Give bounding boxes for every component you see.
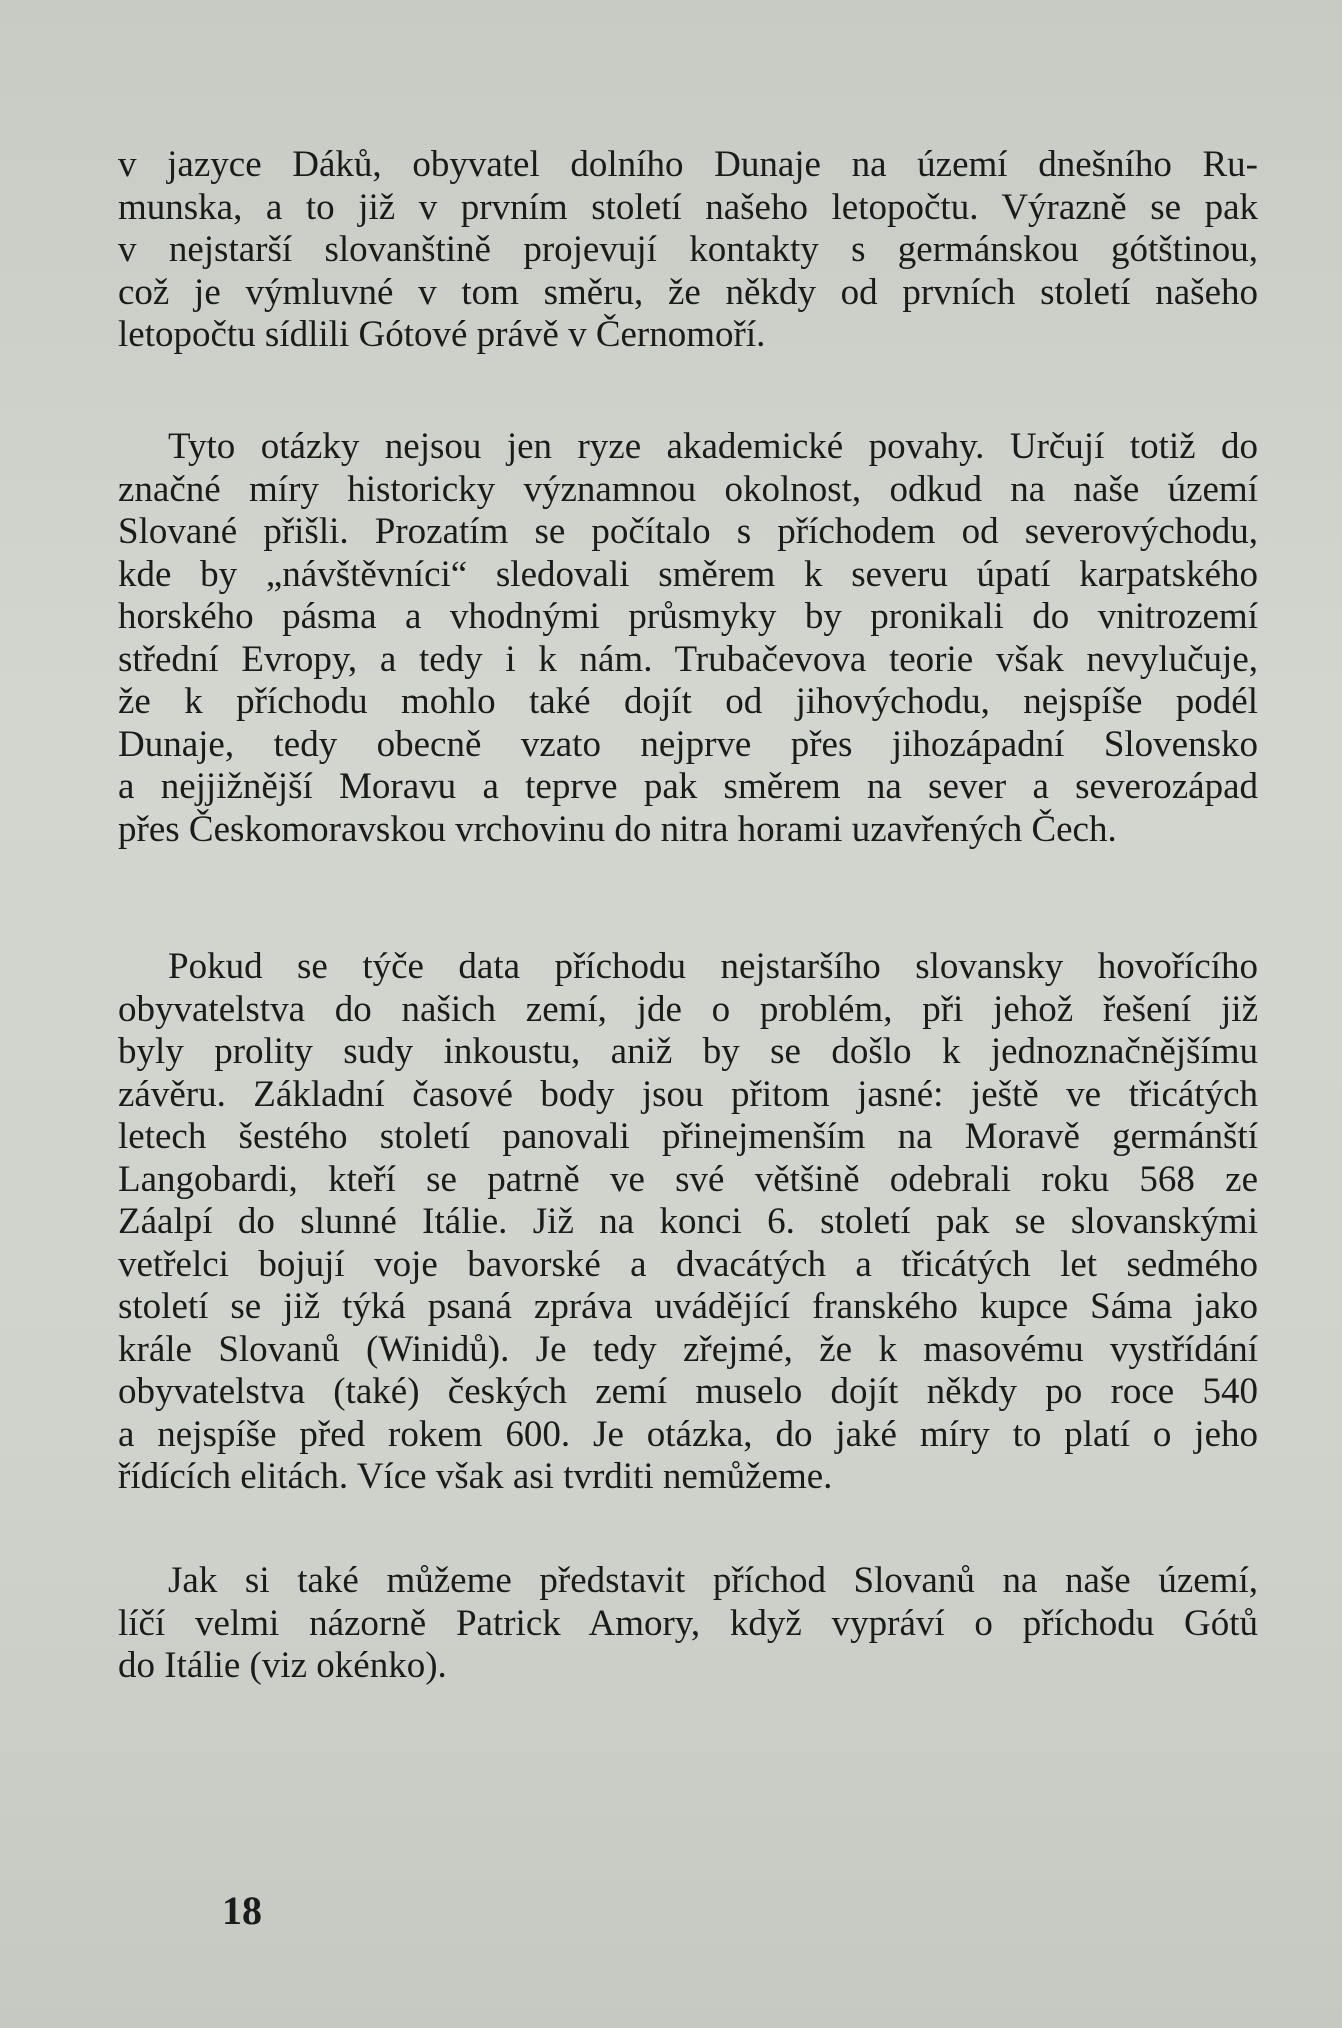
text-line: a nejjižnější Moravu a teprve pak směrem na sever a severozápad [118,766,1258,807]
text-line: střední Evropy, a tedy i k nám. Trubačevova teorie však nevylučuje, [118,638,1258,680]
text-line: byly prolity sudy inkoustu, aniž by se došlo k jednoznačnějšímu [118,1031,1258,1072]
text-line: a nejspíše před rokem 600. Je otázka, do jaké míry to platí o jeho [118,1413,1258,1455]
text-line: letopočtu sídlili Gótové právě v Černomoří. [118,314,766,355]
text-line: Slované přišli. Prozatím se počítalo s příchodem od severovýchodu, [118,511,1258,552]
text-line: Pokud se týče data příchodu nejstaršího slovansky hovořícího [168,946,1258,987]
text-line: přes Českomoravskou vrchovinu do nitra horami uzavřených Čech. [118,808,1117,850]
text-line: což je výmluvné v tom směru, že někdy od prvních století našeho [118,271,1258,313]
paragraph-4 [118,1560,1258,1688]
text-line: řídících elitách. Více však asi tvrditi nemůžeme. [118,1456,833,1497]
text-line: do Itálie (viz okénko). [118,1645,447,1686]
text-line: Jak si také můžeme představit příchod Slovanů na naše území, [168,1560,1258,1601]
text-line: kde by „návštěvníci“ sledovali směrem k severu úpatí karpatského [118,553,1258,595]
text-line: v jazyce Dáků, obyvatel dolního Dunaje na území dnešního Ru- [118,144,1258,185]
text-line: horského pásma a vhodnými průsmyky by pronikali do vnitrozemí [118,596,1258,637]
text-line: závěru. Základní časové body jsou přitom jasné: ještě ve třicátých [118,1073,1258,1115]
text-line: vetřelci bojují voje bavorské a dvacátých a třicátých let sedmého [118,1243,1258,1285]
text-line: krále Slovanů (Winidů). Je tedy zřejmé, že k masovému vystřídání [118,1328,1258,1370]
paragraph-3 [118,946,1258,1499]
text-line: obyvatelstva (také) českých zemí muselo dojít někdy po roce 540 [118,1371,1258,1412]
text-line: obyvatelstva do našich zemí, jde o problém, při jehož řešení již [118,988,1258,1030]
text-line: Tyto otázky nejsou jen ryze akademické povahy. Určují totiž do [168,426,1258,467]
text-line: století se již týká psaná zpráva uvádějící franského kupce Sáma jako [118,1286,1258,1327]
paragraph-2 [118,426,1258,851]
text-line: značné míry historicky významnou okolnost, odkud na naše území [118,468,1258,510]
paragraph-1 [118,144,1258,357]
text-line: líčí velmi názorně Patrick Amory, když vypráví o příchodu Gótů [118,1602,1258,1644]
text-line: Dunaje, tedy obecně vzato nejprve přes jihozápadní Slovensko [118,723,1258,765]
text-line: v nejstarší slovanštině projevují kontakty s germánskou gótštinou, [118,229,1258,270]
text-line: že k příchodu mohlo také dojít od jihovýchodu, nejspíše podél [118,681,1258,722]
text-line: letech šestého století panovali přinejmenším na Moravě germánští [118,1116,1258,1157]
text-line: Langobardi, kteří se patrně ve své většině odebrali roku 568 ze [118,1158,1258,1200]
page-number: 18 [222,1888,262,1933]
text-line: munska, a to již v prvním století našeho letopočtu. Výrazně se pak [118,186,1258,228]
text-line: Záalpí do slunné Itálie. Již na konci 6. století pak se slovanskými [118,1201,1258,1242]
